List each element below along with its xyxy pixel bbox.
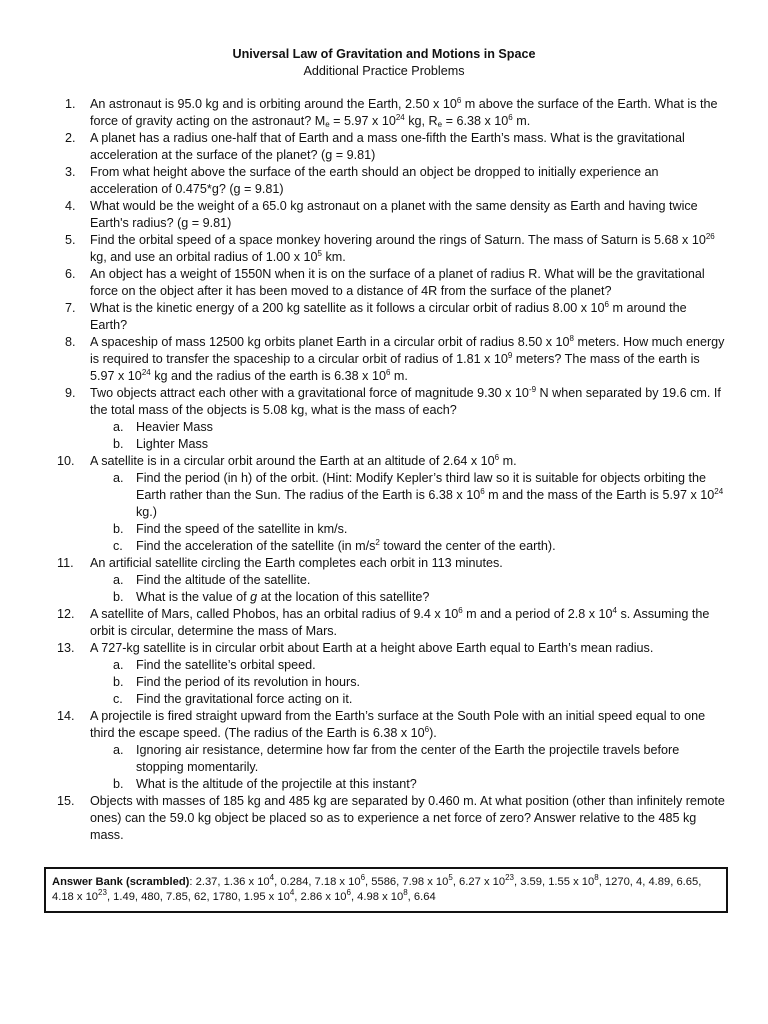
sub-question-text	[136, 590, 429, 604]
problem-text	[90, 556, 503, 570]
problem-number: 15.	[57, 794, 75, 808]
text-run: What is the kinetic energy of a 200 kg satellite as it follows a circular orbit of radius 8.00 x 10	[90, 301, 605, 315]
sub-question-text	[136, 692, 352, 706]
sub-question-text	[136, 675, 360, 689]
problem-number: 8.	[65, 335, 76, 349]
sub-question-text	[136, 522, 347, 536]
answer-bank-box	[44, 867, 728, 913]
problem-item	[56, 300, 726, 334]
problem-text	[90, 335, 724, 383]
superscript: 5	[317, 249, 322, 258]
sub-question	[56, 419, 726, 436]
text-run: Find the acceleration of the satellite (in m/s	[136, 539, 376, 553]
text-run: A satellite of Mars, called Phobos, has an orbital radius of 9.4 x 10	[90, 607, 459, 621]
text-run: Find the satellite’s orbital speed.	[136, 658, 316, 672]
sub-question-text	[136, 539, 556, 553]
sub-question	[56, 742, 726, 776]
superscript: 24	[714, 487, 724, 496]
sub-question	[56, 589, 726, 606]
text-run: , 1270, 4, 4.89, 6.65, 4.18 x 10	[52, 876, 702, 903]
text-run: Lighter Mass	[136, 437, 209, 451]
problem-text	[90, 199, 698, 230]
sub-question-text	[136, 437, 208, 451]
problem-item	[56, 266, 726, 300]
text-run: An artificial satellite circling the Earth completes each orbit in 113 minutes.	[90, 556, 503, 570]
sub-question-letter: a.	[113, 658, 124, 672]
text-run: , 4.98 x 10	[350, 891, 404, 903]
problem-item	[56, 385, 726, 419]
text-run: kg, and use an orbital radius of 1.00 x 10	[90, 250, 318, 264]
superscript: 6	[494, 453, 500, 462]
italic-text: g	[250, 590, 258, 604]
title-block	[0, 46, 768, 80]
text-run: A spaceship of mass 12500 kg orbits planet Earth in a circular orbit of radius 8.50 x 10	[90, 335, 570, 349]
superscript: 23	[98, 888, 107, 897]
text-run: Objects with masses of 185 kg and 485 kg are separated by 0.460 m. At what position (other than infinitely remote ones) can the 59.0 kg object be placed so as to experience a net force of zero? Answer relative to the 485 kg mass.	[90, 794, 725, 842]
answer-bank-label: Answer Bank (scrambled)	[52, 876, 190, 888]
problem-item	[56, 334, 726, 385]
problem-number: 5.	[65, 233, 76, 247]
superscript: 23	[505, 873, 514, 882]
superscript: 6	[604, 300, 609, 309]
problem-text	[90, 607, 709, 638]
text-run: , 2.86 x 10	[294, 891, 347, 903]
sub-question	[56, 657, 726, 674]
superscript: 6	[480, 487, 485, 496]
sub-question-letter: c.	[113, 539, 123, 553]
text-run: kg and the radius of the earth is 6.38 x 10	[150, 369, 386, 383]
page-title: Universal Law of Gravitation and Motions in Space	[232, 47, 536, 61]
subscript: e	[437, 120, 443, 129]
text-run: What is the altitude of the projectile at this instant?	[136, 777, 417, 791]
sub-question-letter: b.	[113, 675, 124, 689]
superscript: 24	[395, 113, 405, 122]
text-run: An astronaut is 95.0 kg and is orbiting around the Earth, 2.50 x 10	[90, 97, 457, 111]
problem-item	[56, 130, 726, 164]
text-run: Find the speed of the satellite in km/s.	[136, 522, 348, 536]
sub-question-text	[136, 420, 213, 434]
superscript: 6	[346, 888, 351, 897]
text-run: m and a period of 2.8 x 10	[462, 607, 613, 621]
superscript: 4	[289, 888, 295, 897]
text-run: What would be the weight of a 65.0 kg astronaut on a planet with the same density as Earth and having twice Earth's radius? (g = 9.81)	[90, 199, 698, 230]
text-run: A 727-kg satellite is in circular orbit about Earth at a height above Earth equal to Earth’s mean radius.	[90, 641, 654, 655]
text-run: m and the mass of the Earth is 5.97 x 10	[484, 488, 715, 502]
sub-question-letter: b.	[113, 522, 124, 536]
sub-question-letter: b.	[113, 437, 124, 451]
problem-number: 2.	[65, 131, 76, 145]
sub-question	[56, 674, 726, 691]
text-run: m.	[390, 369, 408, 383]
text-run: Find the period (in h) of the orbit. (Hint: Modify Kepler’s third law so it is suitable for objects orbiting the Earth rather than the Sun. The radius of the Earth is 6.38 x 10	[136, 471, 707, 502]
problem-number: 9.	[65, 386, 76, 400]
text-run: , 1.49, 480, 7.85, 62, 1780, 1.95 x 10	[106, 891, 290, 903]
text-run: m around the Earth?	[90, 301, 687, 332]
sub-question-letter: b.	[113, 777, 124, 791]
text-run: An object has a weight of 1550N when it is on the surface of a planet of radius R. What will be the gravitational force on the object after it has been moved to a distance of 4R from the surface of the planet?	[90, 267, 705, 298]
problem-number: 3.	[65, 165, 76, 179]
problem-text	[90, 454, 517, 468]
page-subtitle: Additional Practice Problems	[303, 64, 465, 78]
superscript: 6	[424, 725, 430, 734]
problem-number: 10.	[57, 454, 75, 468]
text-run: s. Assuming the orbit is circular, determine the mass of Mars.	[90, 607, 710, 638]
superscript: 8	[403, 888, 408, 897]
problem-item	[56, 198, 726, 232]
problem-list	[56, 96, 726, 844]
text-run: , 6.27 x 10	[452, 876, 506, 888]
sub-question-letter: a.	[113, 573, 124, 587]
sub-question-letter: a.	[113, 471, 124, 485]
text-run: m.	[499, 454, 517, 468]
problem-item	[56, 640, 726, 657]
sub-question	[56, 470, 726, 521]
superscript: -9	[528, 385, 537, 394]
problem-item	[56, 555, 726, 572]
problem-number: 4.	[65, 199, 76, 213]
text-run: : 2.37, 1.36 x 10	[189, 876, 270, 888]
sub-question-text	[136, 573, 310, 587]
problem-number: 12.	[57, 607, 75, 621]
sub-question	[56, 436, 726, 453]
sub-question-letter: c.	[113, 692, 123, 706]
sub-question-text	[136, 777, 417, 791]
sub-question-text	[136, 658, 316, 672]
problem-item	[56, 793, 726, 844]
text-run: A projectile is fired straight upward from the Earth’s surface at the South Pole with an initial speed equal to one third the escape speed. (The radius of the Earth is 6.38 x 10	[90, 709, 706, 740]
text-run: kg, R	[404, 114, 438, 128]
sub-question	[56, 776, 726, 793]
text-run: m.	[512, 114, 531, 128]
superscript: 26	[705, 232, 715, 241]
text-run: Ignoring air resistance, determine how far from the center of the Earth the projectile travels before stopping momentarily.	[136, 743, 680, 774]
sub-question-letter: a.	[113, 743, 124, 757]
text-run: , 3.59, 1.55 x 10	[514, 876, 595, 888]
problem-number: 13.	[57, 641, 75, 655]
text-run: Find the altitude of the satellite.	[136, 573, 311, 587]
sub-question	[56, 691, 726, 708]
sub-question	[56, 521, 726, 538]
text-run: at the location of this satellite?	[257, 590, 430, 604]
sub-question	[56, 572, 726, 589]
problem-item	[56, 453, 726, 470]
sub-question-text	[136, 743, 679, 774]
text-run: Two objects attract each other with a gravitational force of magnitude 9.30 x 10	[90, 386, 529, 400]
text-run: N when separated by 19.6 cm. If the total mass of the objects is 5.08 kg, what is the mass of each?	[90, 386, 721, 417]
problem-text	[90, 641, 653, 655]
superscript: 8	[569, 334, 574, 343]
superscript: 4	[269, 873, 275, 882]
text-run: From what height above the surface of the earth should an object be dropped to initially experience an acceleration of 0.475*g? (g = 9.81)	[90, 165, 659, 196]
problem-number: 11.	[57, 556, 74, 570]
problem-item	[56, 164, 726, 198]
superscript: 6	[456, 96, 462, 105]
text-run: kg.)	[136, 505, 157, 519]
problem-text	[90, 131, 685, 162]
problem-number: 7.	[65, 301, 76, 315]
sub-question-letter: b.	[113, 590, 124, 604]
sub-question-text	[136, 471, 723, 519]
text-run: A satellite is in a circular orbit around the Earth at an altitude of 2.64 x 10	[90, 454, 495, 468]
text-run: toward the center of the earth).	[379, 539, 556, 553]
text-run: = 6.38 x 10	[442, 114, 509, 128]
problem-text	[90, 97, 718, 128]
superscript: 6	[508, 113, 513, 122]
problem-item	[56, 232, 726, 266]
superscript: 6	[385, 368, 391, 377]
superscript: 24	[141, 368, 151, 377]
text-run: Find the orbital speed of a space monkey hovering around the rings of Saturn. The mass of Saturn is 5.68 x 10	[90, 233, 706, 247]
problem-item	[56, 606, 726, 640]
problem-text	[90, 267, 705, 298]
text-run: , 5586, 7.98 x 10	[365, 876, 449, 888]
text-run: ).	[429, 726, 437, 740]
text-run: Find the gravitational force acting on it.	[136, 692, 353, 706]
sub-question-letter: a.	[113, 420, 124, 434]
problem-text	[90, 301, 687, 332]
sub-question	[56, 538, 726, 555]
superscript: 2	[375, 538, 380, 547]
problem-text	[90, 233, 715, 264]
problem-text	[90, 794, 725, 842]
problem-text	[90, 165, 658, 196]
problem-number: 14.	[57, 709, 75, 723]
text-run: meters? The mass of the earth is 5.97 x 10	[90, 352, 700, 383]
superscript: 4	[612, 606, 617, 615]
problem-item	[56, 96, 726, 130]
problem-text	[90, 709, 705, 740]
problem-number: 1.	[65, 97, 76, 111]
problem-item	[56, 708, 726, 742]
text-run: A planet has a radius one-half that of Earth and a mass one-fifth the Earth’s mass. What is the gravitational acceleration at the surface of the planet? (g = 9.81)	[90, 131, 685, 162]
problem-number: 6.	[65, 267, 76, 281]
text-run: = 5.97 x 10	[329, 114, 396, 128]
text-run: Find the period of its revolution in hours.	[136, 675, 361, 689]
superscript: 9	[507, 351, 513, 360]
superscript: 6	[360, 873, 366, 882]
superscript: 6	[458, 606, 463, 615]
text-run: What is the value of	[136, 590, 251, 604]
superscript: 5	[448, 873, 453, 882]
text-run: m above the surface of the Earth. What is the force of gravity acting on the astronaut? M	[90, 97, 718, 128]
text-run: km.	[322, 250, 346, 264]
text-run: Heavier Mass	[136, 420, 213, 434]
text-run: , 6.64	[407, 891, 436, 903]
superscript: 8	[594, 873, 599, 882]
text-run: , 0.284, 7.18 x 10	[274, 876, 361, 888]
problem-text	[90, 386, 721, 417]
text-run: meters. How much energy is required to transfer the spaceship to a circular orbit of radius of 1.81 x 10	[90, 335, 725, 366]
subscript: e	[325, 120, 330, 129]
